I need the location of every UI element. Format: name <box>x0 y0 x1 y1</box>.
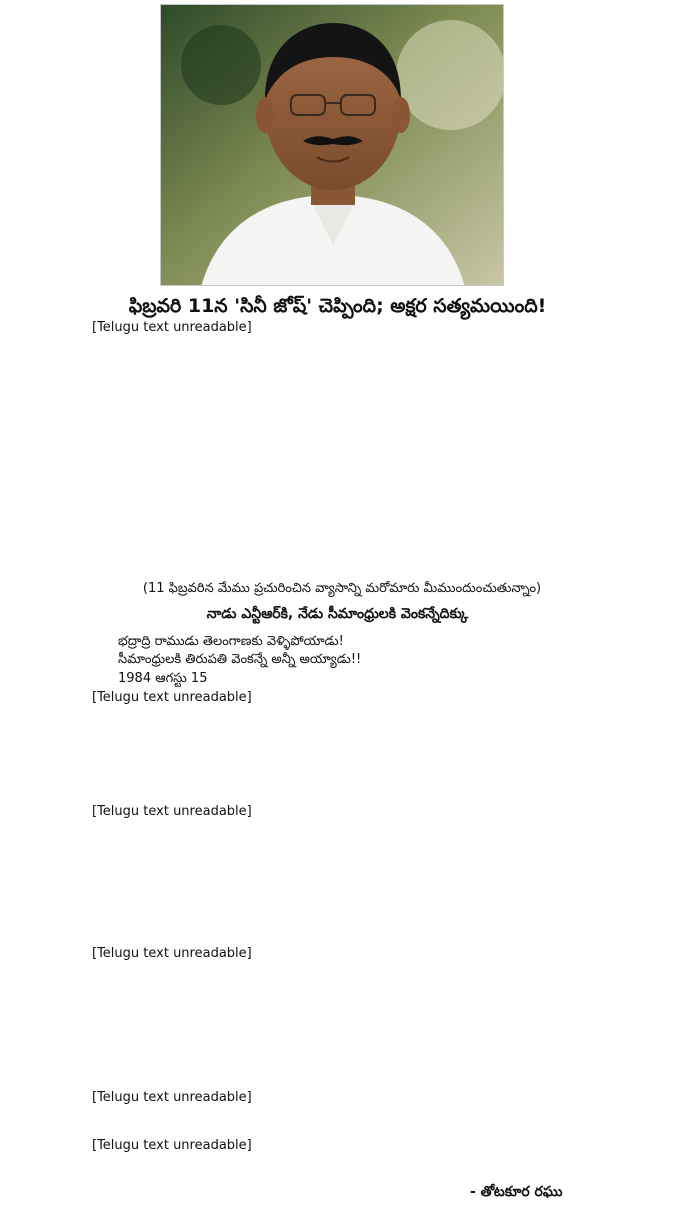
reprint-note: (11 ఫిబ్రవరిన మేము ప్రచురించిన వ్యాసాన్ని మరోమారు మీముందుంచుతున్నాం) <box>142 581 542 596</box>
body-paragraph-5-text: [Telugu text unreadable] <box>92 1138 252 1153</box>
body-paragraph-4 <box>92 1090 592 1134</box>
article-subheading: నాడు ఎన్టీఆర్‌కి, నేడు సీమాంధ్రులకి వెంకన్నేదిక్కు <box>206 606 469 622</box>
verse-line-2: సీమాంధ్రులకి తిరుపతి వెంకన్నే అన్నీ అయ్యాడు!! <box>118 652 362 667</box>
body-paragraph-3 <box>92 946 592 1086</box>
headline: ఫిబ్రవరి 11న 'సినీ జోష్' చెప్పింది; అక్షర సత్యమయింది! <box>128 295 547 317</box>
opening-verse <box>118 633 588 669</box>
body-paragraph-2-text: [Telugu text unreadable] <box>92 804 252 819</box>
dateline: 1984 ఆగస్టు 15 <box>118 671 208 686</box>
lead-paragraph-text: [Telugu text unreadable] <box>92 320 252 335</box>
lead-paragraph <box>92 320 592 570</box>
body-paragraph-3-text: [Telugu text unreadable] <box>92 946 252 961</box>
body-paragraph-4-text: [Telugu text unreadable] <box>92 1090 252 1105</box>
verse-line-1: భద్రాద్రి రాముడు తెలంగాణకు వెళ్ళిపోయాడు! <box>118 634 344 649</box>
body-paragraph-2 <box>92 804 592 942</box>
body-paragraph-1-text: [Telugu text unreadable] <box>92 690 252 705</box>
author-byline: - తోటకూర రఘు <box>470 1184 563 1200</box>
body-paragraph-5 <box>92 1138 592 1182</box>
portrait-illustration <box>161 5 504 286</box>
portrait-photo <box>160 4 504 286</box>
body-paragraph-1 <box>92 690 592 800</box>
